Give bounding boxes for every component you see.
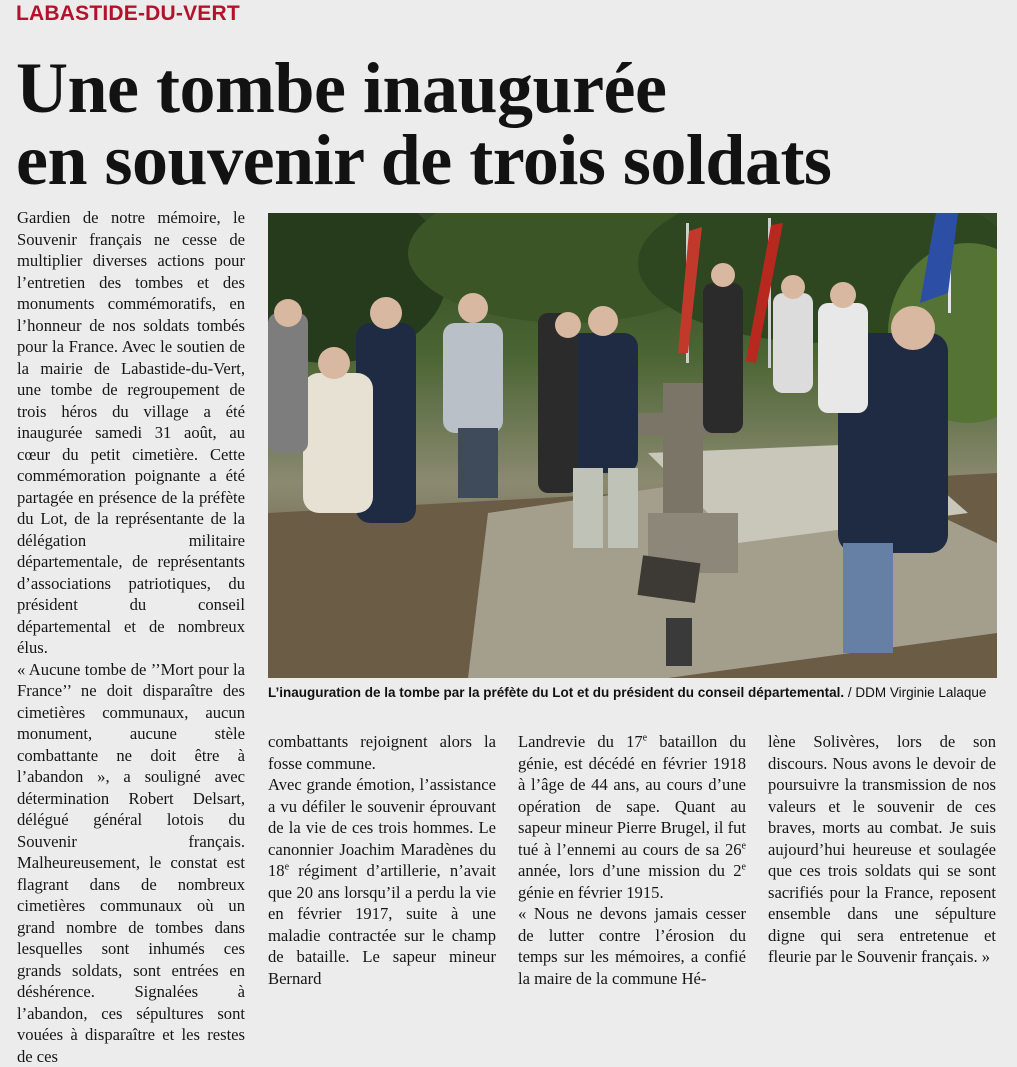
paragraph: « Aucune tombe de ’’Mort pour la France’’ ne doit disparaître des cimetières communaux, aucun monument, aucune stèle combattante ne doit être à l’abandon », a souligné avec détermination Robert Delsart, délégué général lotois du Souvenir français. Malheureusement, le constat est flagrant dans de nombreux cimetières communaux où un grand nombre de tombes dans lesquelles sont inhumés ces grands soldats, sont entrées en déshérence. Signalées à l’abandon, ces sépultures sont vouées à disparaître et les restes de ces bbox=[17, 659, 245, 1067]
caption-text: L’inauguration de la tombe par la préfète du Lot et du président du conseil départemental. bbox=[268, 685, 844, 700]
superscript: e bbox=[742, 840, 746, 851]
article-column-1 bbox=[17, 207, 245, 1067]
paragraph: Gardien de notre mémoire, le Souvenir français ne cesse de multiplier diverses actions pour l’entretien des tombes et des monuments commémoratifs, en l’honneur de nos soldats tombés pour la France. Avec le soutien de la mairie de Labastide-du-Vert, une tombe de regroupement de trois héros du village a été inaugurée samedi 31 août, au cœur du petit cimetière. Cette commémoration poignante a été partagée en présence de la préfète du Lot, de la représentante de la délégation militaire départementale, de représentants d’associations patriotiques, du président du conseil départemental et de nombreux élus. bbox=[17, 207, 245, 659]
paragraph: « Nous ne devons jamais cesser de lutter contre l’érosion du temps sur les mémoires, a confié la maire de la commune Hé- bbox=[518, 903, 746, 989]
text-run: Avec grande émotion, l’assistance a vu défiler le souvenir éprouvant de la vie de ces trois hommes. Le canonnier Joachim Maradènes du 18 bbox=[268, 775, 496, 880]
paragraph: combattants rejoignent alors la fosse commune. bbox=[268, 731, 496, 774]
paragraph bbox=[268, 774, 496, 989]
text-run: génie en février 1915. bbox=[518, 883, 664, 902]
text-run: régiment d’artillerie, n’avait que 20 ans lorsqu’il a perdu la vie en février 1917, suite à une maladie contractée sur le champ de bataille. Le sapeur mineur Bernard bbox=[268, 861, 496, 988]
superscript: e bbox=[285, 861, 289, 872]
article-column-4 bbox=[768, 731, 996, 968]
section-kicker: LABASTIDE-DU-VERT bbox=[16, 2, 240, 26]
photo-caption bbox=[268, 684, 997, 702]
ceremony-photo bbox=[268, 213, 997, 678]
article-column-3 bbox=[518, 731, 746, 989]
text-run: bataillon du génie, est décédé en février 1918 à l’âge de 44 ans, au cours d’une opération de sape. Quant au sapeur mineur Pierre Brugel, il fut tué à l’ennemi au cours de sa 26 bbox=[518, 732, 746, 859]
article-column-2 bbox=[268, 731, 496, 989]
superscript: e bbox=[643, 732, 647, 743]
superscript: e bbox=[742, 861, 746, 872]
paragraph bbox=[518, 731, 746, 903]
paragraph: lène Solivères, lors de son discours. Nous avons le devoir de poursuivre la transmission de nos valeurs et le souvenir de ces braves, morts au combat. Je suis aujourd’hui heureuse et soulagée que ces trois soldats qui se sont sacrifiés pour la France, reposent ensemble dans une sépulture digne qui sera entretenue et fleurie par le Souvenir français. » bbox=[768, 731, 996, 968]
headline-line-2: en souvenir de trois soldats bbox=[16, 120, 831, 200]
caption-separator: / bbox=[844, 685, 855, 700]
headline-line-1: Une tombe inaugurée bbox=[16, 48, 666, 128]
text-run: Landrevie du 17 bbox=[518, 732, 643, 751]
photo-credit: DDM Virginie Lalaque bbox=[855, 685, 986, 700]
headline bbox=[16, 52, 1006, 196]
text-run: année, lors d’une mission du 2 bbox=[518, 861, 742, 880]
